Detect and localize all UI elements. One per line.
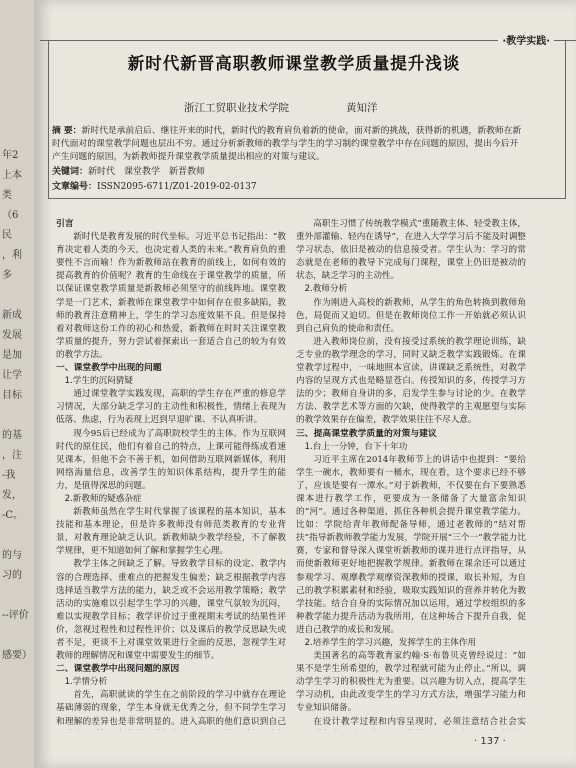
previous-page-fragment: ，注 <box>2 450 22 461</box>
paragraph: 新教师虽然在学生时代掌握了该课程的基本知识，基本技能和基本理论，但是许多教师没有师范类教育的专业背景，对教育理论缺乏认识。新教师缺少教学经验，不了解教学规律，更不知道如何了解和掌握学生心理。 <box>56 507 286 557</box>
article-title: 新时代新晋高职教师课堂教学质量提升浅谈 <box>127 54 461 73</box>
paragraph: 通过课堂教学实践发现，高职的学生存在严重的修息学习情况，大部分缺乏学习的主动性和积极性，情绪上表现为低落、焦虑，行为表现上迟到早退旷课、不认真听讲。 <box>56 389 286 426</box>
section-heading: 二、课堂教学中出现问题的原因 <box>56 664 180 675</box>
abstract-text: 新时代是承前启后、继往开来的时代，新时代的教育肩负着新的使命，面对新的挑战，获得新的机遇，新教师在新时代面对的课堂教学问题也层出不穷。通过分析新教师的教学与学生的学习制约课堂教学中存在问题的原因，提出今后开产生问题的原因，为新教师提升课堂教学质量提出相应的对策与建议。 <box>52 126 522 162</box>
author-affiliation: 浙江工贸职业技术学院 <box>184 102 289 114</box>
paragraph: 进入教师岗位前，没有接受过系统的教学理论训练，缺乏专业的教学理念的学习，同时又缺乏教学实践锻炼。在课堂教学过程中，一味地照本宣读，讲课缺乏系统性，对教学内容的呈现方式也是略显苍白。传授知识的多，传授学习方法的少；教师自身讲的多，启发学生参与讨论的少。在教学方法、教学艺术等方面的欠缺，使得教学的主观愿望与实际的教学效果存在偏差，教学效果往往不尽人意。 <box>296 336 526 426</box>
right-column <box>296 218 526 730</box>
paragraph: 习近平主席在2014年教师节上的讲话中也提到：“要给学生一碗水，教师要有一桶水，现在看，这个要求已经不够了，应该是要有一潭水。”对于新教师，不仅要在台下要熟悉课本进行教学工作，更要成为一条储备了大量富余知识的“河”。通过各种渠道，抓住各种机会提升课堂教学能力。比如：学院给青年教师配备导师，通过老教师的“结对帮扶”指导新教师教学能力发展，学院开展“三个一”教学能力比赛，专家和督导深入课堂听新教师的课并进行点评指导，从而使新教师更好地把握教学规律。新教师在课余还可以通过参观学习、观摩教学观摩资深教师的授课，取长补短，为自己的教学积累素材和经验，吸取实践知识的营养并转化为教学技能。结合自身的实际情况加以运用，通过学校组织的多种教学能力提升活动为我所用，在这种场合下提升自我，促进自己教学的成长和发展。 <box>296 454 526 635</box>
page-number: · 137 · <box>474 736 506 747</box>
previous-page-fragment: 是加 <box>2 350 22 361</box>
section-tag: ·教学实践· <box>498 32 554 47</box>
section-heading: 一、课堂教学中出现的问题 <box>56 363 162 374</box>
paragraph: 首先，高职就读的学生在之前阶段的学习中就存在理论基础薄弱的现象，学生本身就无优秀之分，但不同学生学习和理解的差异也是非常明显的。进入高职的他们意识到自己 <box>56 690 286 727</box>
paragraph: 作为刚进入高校的新教师，从学生的角色转换到教师角色，局促而又迫切。但是在教师岗位工作一开始就必须认识到自己肩负的使命和责任。 <box>296 297 526 334</box>
previous-page-fragment: 民 <box>2 230 12 241</box>
abstract-label: 摘 要： <box>52 126 82 136</box>
article-number-label: 文章编号： <box>52 182 98 192</box>
section-heading: 2.教师分析 <box>304 284 348 295</box>
keywords-text: 新时代 课堂教学 新晋教师 <box>88 167 206 177</box>
paragraph: 美国著名的高等教育家约翰·S·布鲁贝克曾经说过：“如果不是学生所希望的，教学过程就可能为止停止。”所以，调动学生学习的积极性尤为重要。以兴趣为切入点，提高学生学习动机，由此改变学生的学习方式方法，增强学习能力和专业知识储备。 <box>296 651 526 714</box>
article-number-text: ISSN2095-6711/Z01-2019-02-0137 <box>97 182 257 192</box>
section-heading: 2.新教师的疑惑杂症 <box>64 493 142 504</box>
paragraph: 新时代是教育发展的时代坐标。习近平总书记指出：“教育决定着人类的今天，也决定着人类的未来。”教育肩负的重要性不言而喻！作为新教师站在教育的前线上，如何有效的提高教育的价值呢？教育的生命线在于课堂教学的质量，所以保证课堂教学质量是新教师必须坚守的前线阵地。课堂教学是一门艺术，新教师在课堂教学中如何存在很多缺陷，教师的教育注意精神上，学生的学习态度效果不良。但是保持着对教师这份工作的初心和热爱，新教师在时时关注课堂教学质量的提升，努力尝试着探索出一套适合自己的较为有效的教学方法。 <box>56 232 286 360</box>
previous-page-fragment: 上本 <box>2 170 22 181</box>
previous-page-fragment: （6 <box>2 210 19 221</box>
section-heading: 1.台上一分钟，台下十年功 <box>304 441 408 452</box>
section-heading: 2.培养学生的学习兴趣，发挥学生的主体作用 <box>304 638 477 648</box>
previous-page-fragment: 新成 <box>2 310 22 321</box>
previous-page-fragment: ，利 <box>2 250 22 261</box>
section-heading: 1.学情分析 <box>64 677 108 688</box>
previous-page-fragment: 多 <box>2 270 12 281</box>
section-heading: 1.学生的沉闷猜疑 <box>64 376 133 387</box>
previous-page-edge <box>0 0 34 768</box>
paragraph: 教学主体之间缺乏了解。导致教学目标的设定、教学内容的合理选择、重难点的把握发生偏差；缺乏根据教学内容选择适当教学方法的能力，缺乏或不会运用教学策略；教学活动的实施难以引起学生学习的兴趣，课堂气氛较为沉闷，难以实现教学目标；教学评价过于重视期末考试的结果性评价，忽视过程性和过程性评价；以及课后的教学反思缺失或者不足，更谈不上对课堂效果进行全面的反思，忽视学生对教师的理解情况和课堂中需要发生的细节。 <box>56 559 286 662</box>
previous-page-fragment: 习的 <box>2 570 22 581</box>
section-heading: 三、提高课堂教学质量的对策与建议 <box>296 428 437 439</box>
left-column <box>56 218 286 730</box>
previous-page-fragment: 的与 <box>2 550 22 561</box>
previous-page-fragment: -我 <box>2 470 16 481</box>
section-heading: 引言 <box>56 219 74 229</box>
previous-page-fragment: 类 <box>2 190 12 201</box>
previous-page-fragment: 让学 <box>2 370 22 381</box>
paragraph: 高职生习惯了传统教学模式“重随教主体、轻受教主体，重外部灌输、轻内在诱导”，在进入大学学习后不能及时调整学习状态，依旧是被动的信息接受者。学生认为：学习的常态就是在老师的教导下完成每门课程，课堂上仍旧是被动的状态，缺乏学习的主动性。 <box>296 219 526 282</box>
author-name: 黄知洋 <box>346 102 378 114</box>
previous-page-fragment: 发， <box>2 490 22 501</box>
keywords <box>52 164 526 177</box>
previous-page-fragment: -C。 <box>2 510 24 521</box>
previous-page-fragment: 目标 <box>2 390 22 401</box>
abstract <box>52 125 526 164</box>
previous-page-fragment: 的基 <box>2 430 22 441</box>
previous-page-fragment: 发展 <box>2 330 22 341</box>
previous-page-fragment: --评价 <box>2 610 29 621</box>
journal-page <box>34 0 576 768</box>
keywords-label: 关键词： <box>52 167 89 177</box>
previous-page-fragment: 感要） <box>2 650 32 661</box>
paragraph: 现今95后已经成为了高职院校学生的主体。作为互联网时代的原住民，他们有着自己的特点，上课可能得练成看速见课本，但他不会不善于机，如何借助互联网新媒体，利用网络海量信息，改善学生的知识体系结构，提升学生的能力，是值得深思的问题。 <box>56 428 286 491</box>
paragraph: 在设计教学过程和内容呈现时，必须注意结合社会实 <box>313 716 526 727</box>
article-number <box>52 179 526 192</box>
previous-page-fragment: 年2 <box>2 150 19 161</box>
